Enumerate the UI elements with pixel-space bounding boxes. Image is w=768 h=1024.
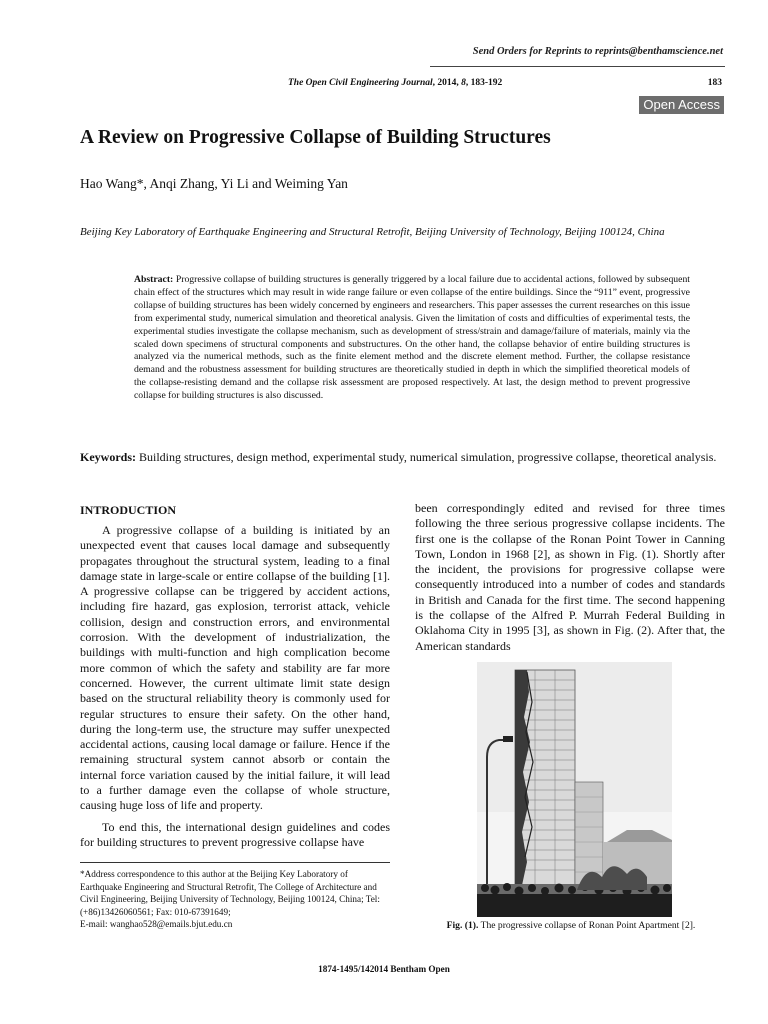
figure-label: Fig. (1). xyxy=(446,920,479,931)
journal-name: The Open Civil Engineering Journal xyxy=(288,78,433,88)
abstract-label: Abstract: xyxy=(134,274,174,285)
figure-caption-text: The progressive collapse of Ronan Point Apartment [2]. xyxy=(478,920,696,931)
reprint-notice: Send Orders for Reprints to reprints@benthamscience.net xyxy=(472,46,723,57)
journal-citation xyxy=(288,78,502,88)
abstract-text: Progressive collapse of building structures is generally triggered by a local failure due to accidental actions, followed by subsequent chain effect of the structures which may result in wide range failure or even collapse of the entire buildings. Since the “911” event, progressive collapse of building structures has been widely concerned by engineers and researchers. This paper assesses the current researches on this issue from experimental study, numerical simulation and theoretical analysis. Given the limitation of costs and difficulties of experimental tests, the experimental studies investigate the collapse mechanism, such as development of stress/strain and damage/failure of materials, mainly via the scaled down specimens of structural components and substructures. On the other hand, the collapse behavior of entire building structures is analyzed via the numerical methods, such as the finite element method and the discrete element method. Further, the collapse resistance demand and the robustness assessment for building structures are theoretically studied in depth in which the simplified theoretical models of the collapse-resisting demand and the collapse risk assessment are proposed respectively. At last, the design method to prevent progressive collapse for building structures is also discussed. xyxy=(134,274,690,402)
header-rule xyxy=(430,66,725,67)
open-access-badge: Open Access xyxy=(639,96,724,114)
affiliation: Beijing Key Laboratory of Earthquake Engineering and Structural Retrofit, Beijing University of Technology, Beijing 100124, China xyxy=(80,226,665,238)
keywords xyxy=(80,450,725,466)
issn-footer: 1874-1495/142014 Bentham Open xyxy=(318,964,450,974)
left-column xyxy=(80,523,390,850)
intro-paragraph-1: A progressive collapse of a building is initiated by an unexpected event that causes local damage and subsequently propagates throughout the structural system, leading to a final damage state in large-scale or entire collapse of the building [1]. A progressive collapse can be triggered by accident actions, including fire hazard, gas explosion, terrorist attack, vehicle collision, design and construction errors, and environmental corrosion. With the development of industrialization, the buildings with multi-function and high complication become more common of which the safety and stability are far more concerned. However, the current ultimate limit state design based on the structural reliability theory is commonly used for regular structures to ensure their safety. On the other hand, during the long-term use, the structure may suffer unexpected accidental actions, causing local damage or failure. Hence if the remaining structural system cannot absorb or contain the internal force variation caused by the initial failure, it will lead to a further damage even the collapse of whole structure, causing huge loss of life and property. xyxy=(80,523,390,813)
journal-pages: , 183-192 xyxy=(465,78,503,88)
figure-caption xyxy=(416,920,726,931)
right-column xyxy=(415,501,725,654)
author-list: Hao Wang*, Anqi Zhang, Yi Li and Weiming Yan xyxy=(80,176,348,191)
footnote-email: E-mail: wanghao528@emails.bjut.edu.cn xyxy=(80,919,233,929)
tower-photo-illustration xyxy=(477,662,672,917)
section-heading: INTRODUCTION xyxy=(80,503,177,517)
footnote-rule xyxy=(80,862,390,863)
footnote-address: *Address correspondence to this author at the Beijing Key Laboratory of Earthquake Engineering and Structural Retrofit, The College of Architecture and Civil Engineering, Beijing University of Technology, Beijing 100124, China; Tel:(+86)13426060561; Fax: 010-67391649; xyxy=(80,869,380,917)
keywords-label: Keywords: xyxy=(80,450,136,464)
abstract xyxy=(134,274,690,403)
page-number: 183 xyxy=(707,78,722,88)
intro-paragraph-continued: been correspondingly edited and revised for three times following the three serious progressive collapse incidents. The first one is the collapse of the Ronan Point Tower in Canning Town, London in 1968 [2], as shown in Fig. (1). Shortly after the incident, the provisions for progressive collapse were consequently introduced into a number of codes and standards in British and Canada for the first time. The second happening is the collapse of the Alfred P. Murrah Federal Building in Oklahoma City in 1995 [3], as shown in Fig. (2). After that, the American standards xyxy=(415,501,725,653)
journal-volume: 8 xyxy=(461,78,466,88)
keywords-text: Building structures, design method, experimental study, numerical simulation, progressive collapse, theoretical analysis. xyxy=(136,450,717,464)
article-title: A Review on Progressive Collapse of Building Structures xyxy=(80,127,551,148)
intro-paragraph-2: To end this, the international design guidelines and codes for building structures to prevent progressive collapse have xyxy=(80,819,390,849)
figure-ronan-point-photo xyxy=(477,662,672,917)
footnote xyxy=(80,868,390,931)
journal-details: , 2014, xyxy=(432,78,462,88)
